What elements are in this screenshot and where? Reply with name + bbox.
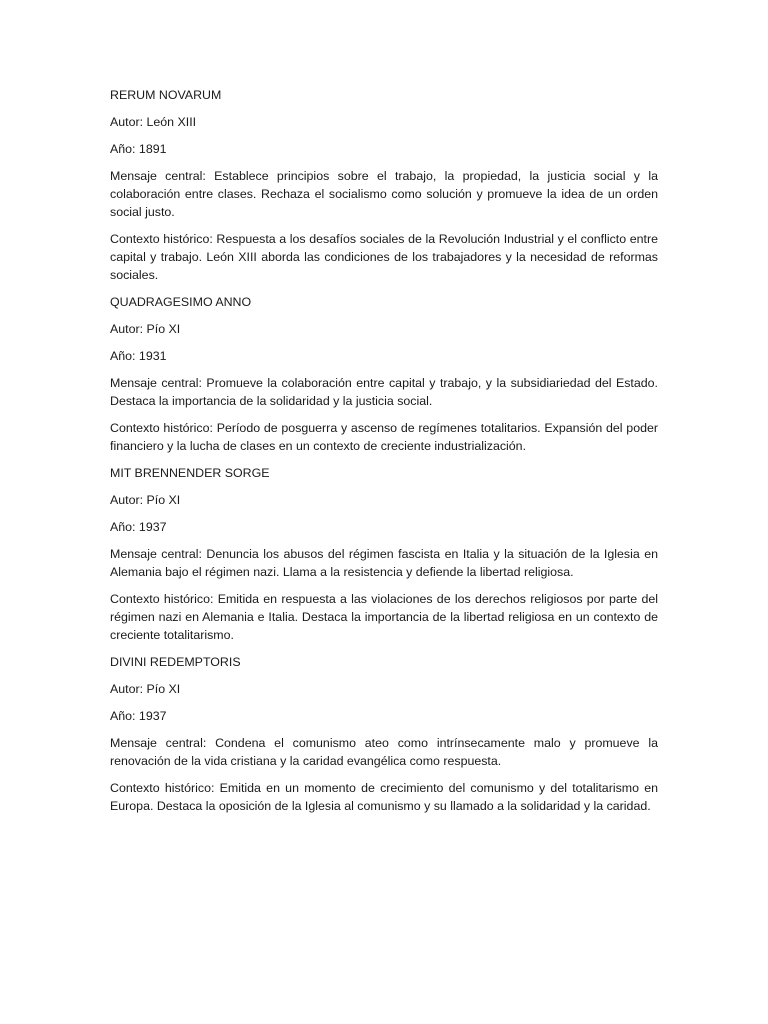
encyclical-central-message: Mensaje central: Condena el comunismo ateo como intrínsecamente malo y promueve la renovación de la vida cristiana y la caridad evangélica como respuesta. — [110, 736, 658, 768]
document-page — [110, 86, 658, 824]
encyclical-section-mit-brennender-sorge — [110, 464, 658, 644]
encyclical-title: DIVINI REDEMPTORIS — [110, 655, 241, 669]
encyclical-central-message: Mensaje central: Denuncia los abusos del régimen fascista en Italia y la situación de la Iglesia en Alemania bajo el régimen nazi. Llama a la resistencia y defiende la libertad religiosa. — [110, 547, 658, 579]
encyclical-section-rerum-novarum — [110, 86, 658, 284]
encyclical-title: MIT BRENNENDER SORGE — [110, 466, 270, 480]
encyclical-section-divini-redemptoris — [110, 653, 658, 815]
encyclical-year: Año: 1891 — [110, 142, 167, 156]
encyclical-historical-context: Contexto histórico: Período de posguerra y ascenso de regímenes totalitarios. Expansión del poder financiero y la lucha de clases en un contexto de creciente industrialización. — [110, 421, 658, 453]
encyclical-historical-context: Contexto histórico: Emitida en respuesta a las violaciones de los derechos religiosos por parte del régimen nazi en Alemania e Italia. Destaca la importancia de la libertad religiosa en un contexto de creciente totalitarismo. — [110, 592, 658, 642]
encyclical-central-message: Mensaje central: Establece principios sobre el trabajo, la propiedad, la justicia social y la colaboración entre clases. Rechaza el socialismo como solución y promueve la idea de un orden social justo. — [110, 169, 658, 219]
encyclical-author: Autor: Pío XI — [110, 682, 181, 696]
encyclical-author: Autor: León XIII — [110, 115, 197, 129]
encyclical-author: Autor: Pío XI — [110, 322, 181, 336]
encyclical-year: Año: 1931 — [110, 349, 167, 363]
encyclical-section-quadragesimo-anno — [110, 293, 658, 455]
encyclical-historical-context: Contexto histórico: Respuesta a los desafíos sociales de la Revolución Industrial y el conflicto entre capital y trabajo. León XIII aborda las condiciones de los trabajadores y la necesidad de reformas sociales. — [110, 232, 658, 282]
encyclical-author: Autor: Pío XI — [110, 493, 181, 507]
encyclical-title: QUADRAGESIMO ANNO — [110, 295, 252, 309]
encyclical-central-message: Mensaje central: Promueve la colaboración entre capital y trabajo, y la subsidiariedad del Estado. Destaca la importancia de la solidaridad y la justicia social. — [110, 376, 658, 408]
encyclical-year: Año: 1937 — [110, 709, 167, 723]
encyclical-title: RERUM NOVARUM — [110, 88, 222, 102]
encyclical-historical-context: Contexto histórico: Emitida en un momento de crecimiento del comunismo y del totalitarismo en Europa. Destaca la oposición de la Iglesia al comunismo y su llamado a la solidaridad y la caridad. — [110, 781, 658, 813]
encyclical-year: Año: 1937 — [110, 520, 167, 534]
